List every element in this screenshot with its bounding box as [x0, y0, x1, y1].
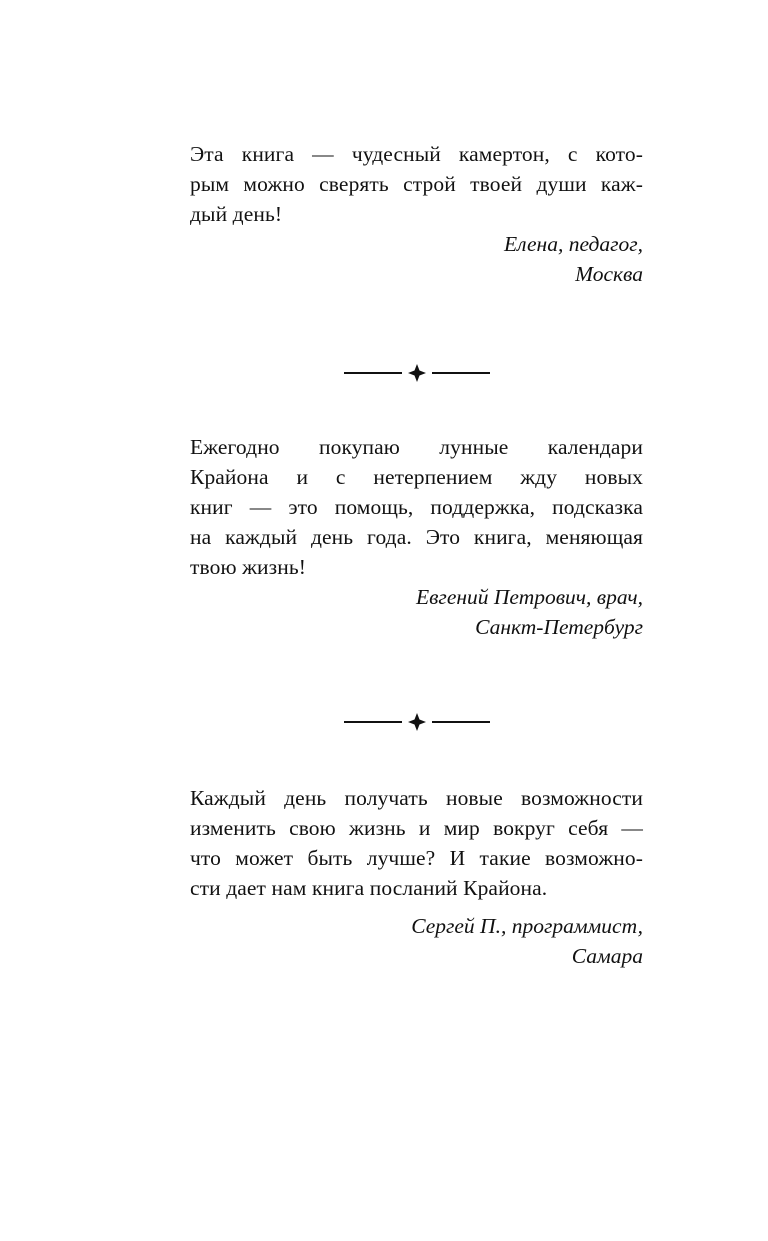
- four-point-star-icon: [408, 364, 426, 382]
- review-attribution: [190, 582, 643, 642]
- review-author: Евгений Петрович, врач,: [415, 585, 643, 609]
- review-line: Эта книга — чудесный камертон, с кото-: [190, 142, 643, 166]
- review-author: Елена, педагог,: [503, 232, 643, 256]
- review-line: на каждый день года. Это книга, меняющая: [190, 525, 643, 549]
- review-line: Крайона и с нетерпением жду новых: [190, 465, 643, 489]
- review-line: дый день!: [190, 202, 283, 226]
- review-city: Москва: [575, 262, 643, 286]
- review-3: [190, 783, 643, 971]
- four-point-star-icon: [408, 713, 426, 731]
- review-attribution: [190, 229, 643, 289]
- review-line: Каждый день получать новые возможности: [190, 786, 643, 810]
- review-line: Ежегодно покупаю лунные календари: [190, 435, 643, 459]
- review-line: книг — это помощь, поддержка, подсказка: [190, 495, 643, 519]
- review-1: [190, 139, 643, 289]
- review-line: сти дает нам книга посланий Крайона.: [190, 876, 548, 900]
- star-divider: [344, 712, 490, 732]
- review-line: рым можно сверять строй твоей души каж-: [190, 172, 643, 196]
- review-city: Санкт-Петербург: [475, 615, 643, 639]
- review-2: [190, 432, 643, 642]
- review-text: [190, 432, 643, 582]
- review-author: Сергей П., программист,: [411, 914, 643, 938]
- review-text: [190, 139, 643, 229]
- review-line: твою жизнь!: [190, 555, 307, 579]
- review-attribution: [190, 911, 643, 971]
- review-city: Самара: [571, 944, 643, 968]
- review-line: что может быть лучше? И такие возможно-: [190, 846, 643, 870]
- star-divider: [344, 363, 490, 383]
- review-line: изменить свою жизнь и мир вокруг себя —: [190, 816, 643, 840]
- review-text: [190, 783, 643, 903]
